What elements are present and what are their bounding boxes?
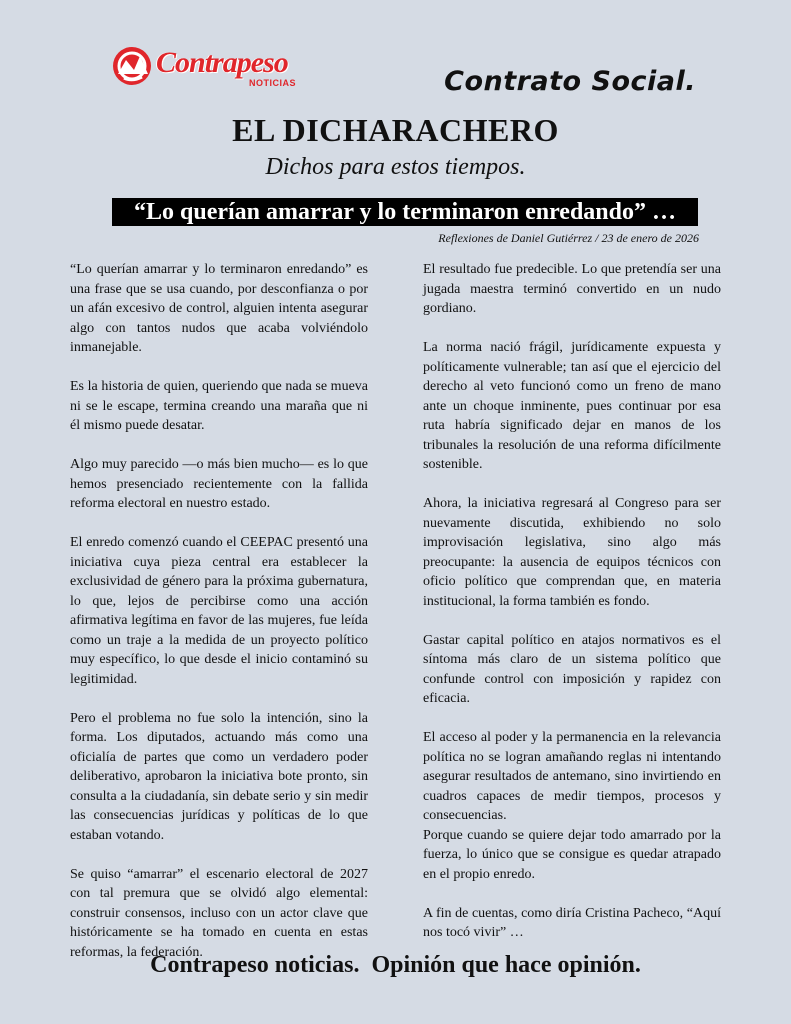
paragraph: Gastar capital político en atajos normativos es el síntoma más claro de un sistema político que confunde control con imposición y rapidez con eficacia. (423, 632, 721, 706)
page-subtitle: Dichos para estos tiempos. (265, 154, 526, 180)
paragraph: “Lo querían amarrar y lo terminaron enredando” es una frase que se usa cuando, por desconfianza o por un afán excesivo de control, alguien intenta asegurar algo con tantos nudos que acaba volviéndolo inmanejable. (70, 262, 368, 355)
byline: Reflexiones de Daniel Gutiérrez / 23 de enero de 2026 (438, 231, 699, 245)
paragraph: Ahora, la iniciativa regresará al Congreso para ser nuevamente discutida, exhibiendo no solo improvisación legislativa, sino algo más preocupante: la ausencia de equipos técnicos con oficio político que comprendan que, en materia institucional, la forma también es fondo. (423, 496, 721, 609)
paragraph: El resultado fue predecible. Lo que pretendía ser una jugada maestra terminó convertido en un nudo gordiano. (423, 262, 721, 316)
paragraph: A fin de cuentas, como diría Cristina Pacheco, “Aquí nos tocó vivir” … (423, 905, 721, 940)
article-headline: “Lo querían amarrar y lo terminaron enredando” … (112, 198, 698, 226)
page-title: EL DICHARACHERO (232, 112, 559, 148)
logo-wordmark: Contrapeso (156, 46, 288, 79)
paragraph: Se quiso “amarrar” el escenario electoral de 2027 con tal premura que se olvidó algo elemental: construir consensos, incluso con un actor clave que históricamente se ha tomado en cuenta en estas reformas, la federación. (70, 866, 368, 960)
paragraph: La norma nació frágil, jurídicamente expuesta y políticamente vulnerable; tan así que el ejercicio del derecho al veto funcionó como un freno de mano ante un choque inminente, pues continuar por esa ruta habría significado dejar en manos de los tribunales la resolución de una reforma difícilmente sostenible. (423, 340, 721, 472)
paragraph: Es la historia de quien, queriendo que nada se mueva ni se le escape, termina creando una maraña que ni él mismo puede desatar. (70, 379, 368, 433)
left-column (70, 260, 368, 982)
column-name: Contrato Social. (444, 66, 696, 97)
paragraph: Algo muy parecido —o más bien mucho— es lo que hemos presenciado recientemente con la fallida reforma electoral en nuestro estado. (70, 457, 368, 511)
contrapeso-emblem-icon (110, 44, 156, 88)
paragraph: El enredo comenzó cuando el CEEPAC presentó una iniciativa cuya pieza central era establecer la exclusividad de género para la próxima gubernatura, lo que, lejos de percibirse como una acción afirmativa legítima en favor de las mujeres, fue leída como un traje a la medida de un proyecto político muy específico, lo que desde el inicio contaminó su legitimidad. (70, 535, 368, 687)
paragraph: El acceso al poder y la permanencia en la relevancia política no se logran amañando reglas ni intentando asegurar resultados de antemano, sino invirtiendo en cuadros capaces de medir tiempos, procesos y consecuencias. (423, 730, 721, 823)
footer-slogan: Contrapeso noticias. Opinión que hace opinión. (150, 952, 641, 978)
right-column (423, 260, 721, 962)
logo-subtitle: NOTICIAS (249, 78, 297, 88)
paragraph: Porque cuando se quiere dejar todo amarrado por la fuerza, lo único que se consigue es quedar atrapado en el propio enredo. (423, 827, 721, 882)
paragraph: Pero el problema no fue solo la intención, sino la forma. Los diputados, actuando más como una oficialía de partes que como un verdadero poder deliberativo, aprobaron la iniciativa bote pronto, sin consulta a la ciudadanía, sin debate serio y sin medir las consecuencias jurídicas y políticas de lo que estaban votando. (70, 710, 368, 843)
contrapeso-logo (110, 44, 310, 96)
